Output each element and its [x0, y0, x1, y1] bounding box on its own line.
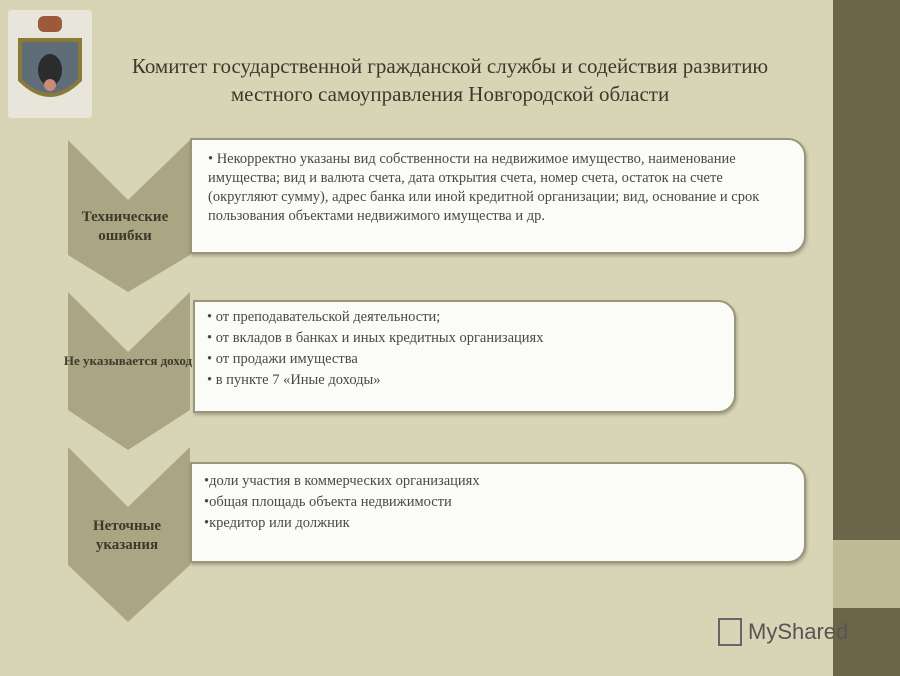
list-item: • от продажи имущества: [207, 351, 358, 367]
list-item: •кредитор или должник: [204, 515, 350, 531]
presentation-icon: [718, 618, 742, 646]
section-box-technical-errors: [190, 138, 806, 254]
list-item: • от вкладов в банках и иных кредитных организациях: [207, 330, 544, 346]
list-item: •доли участия в коммерческих организациях: [204, 473, 480, 489]
section-label-income-not-stated: Не указывается доход: [63, 353, 193, 368]
section-box-inaccurate: [190, 462, 806, 563]
list-item: • от преподавательской деятельности;: [207, 309, 441, 325]
section-box-income-not-stated: [193, 300, 736, 413]
page-title: Комитет государственной гражданской службы и содействия развитию местного самоуправления Новгородской области: [131, 54, 769, 106]
section-label-technical-errors: Технические ошибки: [81, 209, 169, 244]
list-item: • Некорректно указаны вид собственности на недвижимое имущество, наименование имущества; вид и валюта счета, дата открытия счета, номер счета, остаток на счете (округляют сумму), адрес банка или иной кредитной организации; вид, основание и срок пользования объектами недвижимого имущества и др.: [208, 151, 760, 224]
watermark-text: MyShared: [748, 619, 849, 644]
section-label-inaccurate: Неточные указания: [92, 518, 162, 553]
watermark: [718, 618, 848, 646]
chevron-2: [68, 292, 190, 450]
list-item: • в пункте 7 «Иные доходы»: [207, 372, 381, 388]
list-item: •общая площадь объекта недвижимости: [204, 494, 452, 510]
